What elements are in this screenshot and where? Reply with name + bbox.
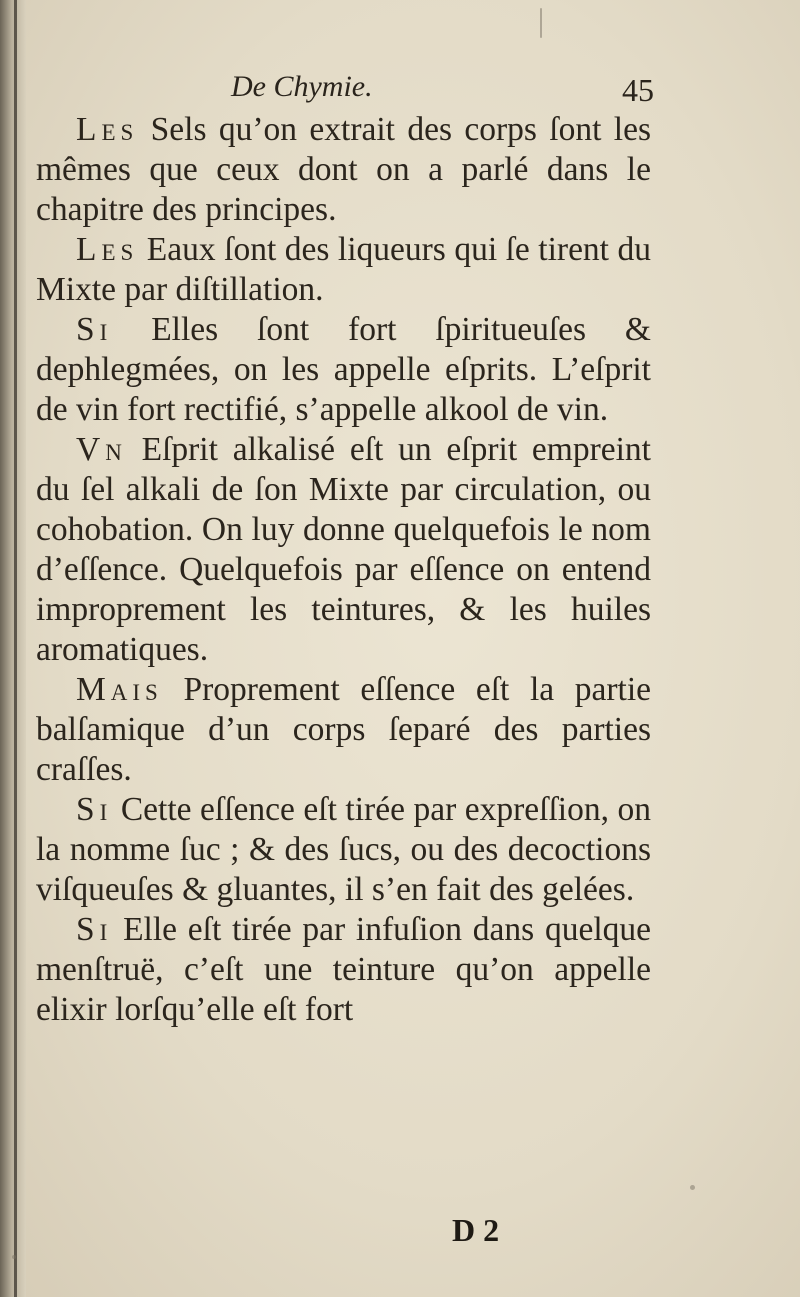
paragraph xyxy=(36,430,651,670)
paragraph-lead: Mais xyxy=(76,671,163,708)
paragraph xyxy=(36,110,651,230)
binding-edge xyxy=(14,0,17,1297)
page-number: 45 xyxy=(622,72,654,108)
paragraph xyxy=(36,790,651,910)
paragraph-text: Elle eſt tirée par infuſion dans quelque menſtruë, c’eſt une teinture qu’on appelle elixir lorſqu’elle eſt fort xyxy=(36,911,651,1028)
paragraph xyxy=(36,230,651,310)
paragraph-lead: Si xyxy=(76,911,113,948)
paragraph xyxy=(36,670,651,790)
paragraph xyxy=(36,910,651,1030)
paragraph-lead: Les xyxy=(76,111,139,148)
paragraph-lead: Si xyxy=(76,791,113,828)
main-text xyxy=(36,110,651,1030)
paragraph-text: Eſprit alkalisé eſt un eſprit empreint du ſel alkali de ſon Mixte par circulation, ou cohobation. On luy donne quelquefois le nom d’eſſence. Quelquefois par eſſence on entend improprement les teintures, & les huiles aromatiques. xyxy=(36,431,651,668)
paragraph-text: Elles ſont fort ſpiritueuſes & dephlegmées, on les appelle eſprits. L’eſprit de vin fort rectifié, s’appelle alkool de vin. xyxy=(36,311,651,428)
running-title: De Chymie. xyxy=(231,70,373,103)
paragraph-text: Proprement eſſence eſt la partie balſamique d’un corps ſeparé des parties craſſes. xyxy=(36,671,651,788)
paragraph-text: Sels qu’on extrait des corps ſont les mêmes que ceux dont on a parlé dans le chapitre des principes. xyxy=(36,111,651,228)
paragraph-lead: Les xyxy=(76,231,139,268)
signature-mark: D 2 xyxy=(452,1212,500,1248)
paper-mark xyxy=(540,8,542,38)
paragraph xyxy=(36,310,651,430)
paper-speck xyxy=(690,1185,695,1190)
paragraph-text: Eaux ſont des liqueurs qui ſe tirent du Mixte par diſtillation. xyxy=(36,231,651,308)
page-gutter xyxy=(0,0,26,1297)
paragraph-lead: Vn xyxy=(76,431,127,468)
paragraph-lead: Si xyxy=(76,311,113,348)
paragraph-text: Cette eſſence eſt tirée par expreſſion, on la nomme ſuc ; & des ſucs, ou des decoctions viſqueuſes & gluantes, il s’en fait des gelées. xyxy=(36,791,651,908)
paper-speck xyxy=(12,1255,16,1259)
